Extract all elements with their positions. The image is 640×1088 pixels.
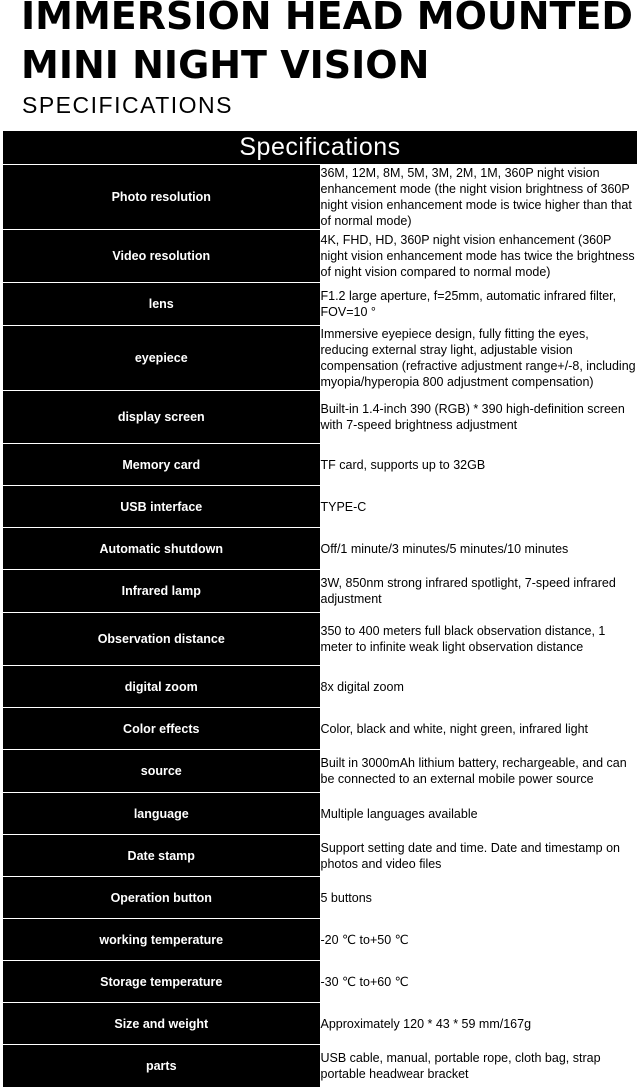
table-row <box>3 613 638 666</box>
spec-label: lens <box>3 283 321 326</box>
table-row <box>3 230 638 283</box>
spec-value: F1.2 large aperture, f=25mm, automatic infrared filter, FOV=10 ° <box>320 283 638 326</box>
spec-label: parts <box>3 1045 321 1088</box>
spec-value: Color, black and white, night green, infrared light <box>320 708 638 750</box>
spec-label: Date stamp <box>3 835 321 877</box>
spec-value: TF card, supports up to 32GB <box>320 444 638 486</box>
table-row <box>3 283 638 326</box>
table-row <box>3 750 638 793</box>
spec-value: Off/1 minute/3 minutes/5 minutes/10 minutes <box>320 528 638 570</box>
spec-label: Color effects <box>3 708 321 750</box>
table-heading: Specifications <box>3 131 638 165</box>
spec-value: 5 buttons <box>320 877 638 919</box>
spec-value: Approximately 120 * 43 * 59 mm/167g <box>320 1003 638 1045</box>
spec-value: Multiple languages available <box>320 793 638 835</box>
spec-label: Observation distance <box>3 613 321 666</box>
spec-label: Video resolution <box>3 230 321 283</box>
table-row <box>3 1045 638 1088</box>
table-row <box>3 877 638 919</box>
spec-label: digital zoom <box>3 666 321 708</box>
spec-label: working temperature <box>3 919 321 961</box>
table-row <box>3 165 638 230</box>
table-row <box>3 444 638 486</box>
spec-label: USB interface <box>3 486 321 528</box>
spec-value: Built-in 1.4-inch 390 (RGB) * 390 high-definition screen with 7-speed brightness adjustment <box>320 391 638 444</box>
spec-value: Support setting date and time. Date and timestamp on photos and video files <box>320 835 638 877</box>
spec-label: Automatic shutdown <box>3 528 321 570</box>
spec-value: TYPE-C <box>320 486 638 528</box>
spec-label: Operation button <box>3 877 321 919</box>
spec-label: Photo resolution <box>3 165 321 230</box>
page-title-line-2: MINI NIGHT VISION <box>21 43 430 87</box>
spec-value: -20 ℃ to+50 ℃ <box>320 919 638 961</box>
table-row <box>3 919 638 961</box>
spec-label: source <box>3 750 321 793</box>
spec-value: Immersive eyepiece design, fully fitting the eyes, reducing external stray light, adjustable vision compensation (refractive adjustment range+/-8, including myopia/hyperopia 800 adjustment compensation) <box>320 327 636 389</box>
spec-label: Storage temperature <box>3 961 321 1003</box>
spec-value: Built in 3000mAh lithium battery, rechargeable, and can be connected to an external mobile power source <box>320 750 638 793</box>
page-title-line-1: IMMERSION HEAD MOUNTED <box>21 0 633 38</box>
table-row <box>3 1003 638 1045</box>
table-row <box>3 570 638 613</box>
spec-label: language <box>3 793 321 835</box>
specifications-table <box>2 130 638 1088</box>
spec-label: Size and weight <box>3 1003 321 1045</box>
spec-value: USB cable, manual, portable rope, cloth bag, strap portable headwear bracket <box>320 1045 638 1088</box>
table-row <box>3 961 638 1003</box>
table-row <box>3 391 638 444</box>
page-subtitle: SPECIFICATIONS <box>22 92 233 118</box>
spec-value: 36M, 12M, 8M, 5M, 3M, 2M, 1M, 360P night vision enhancement mode (the night vision brightness of 360P night vision enhancement mode is twice higher than that of normal mode) <box>320 165 638 230</box>
spec-label: eyepiece <box>3 326 321 391</box>
table-header-row <box>3 131 638 165</box>
table-row <box>3 326 638 391</box>
spec-label: display screen <box>3 391 321 444</box>
table-row <box>3 486 638 528</box>
table-row <box>3 666 638 708</box>
spec-label: Infrared lamp <box>3 570 321 613</box>
spec-value: 8x digital zoom <box>320 666 638 708</box>
spec-value: 350 to 400 meters full black observation distance, 1 meter to infinite weak light observation distance <box>320 613 638 666</box>
spec-value: 4K, FHD, HD, 360P night vision enhancement (360P night vision enhancement mode has twice the brightness of night vision compared to normal mode) <box>320 230 638 283</box>
table-row <box>3 793 638 835</box>
table-row <box>3 708 638 750</box>
table-row <box>3 528 638 570</box>
spec-label: Memory card <box>3 444 321 486</box>
spec-value: -30 ℃ to+60 ℃ <box>320 961 638 1003</box>
table-row <box>3 835 638 877</box>
spec-value: 3W, 850nm strong infrared spotlight, 7-speed infrared adjustment <box>320 570 638 613</box>
